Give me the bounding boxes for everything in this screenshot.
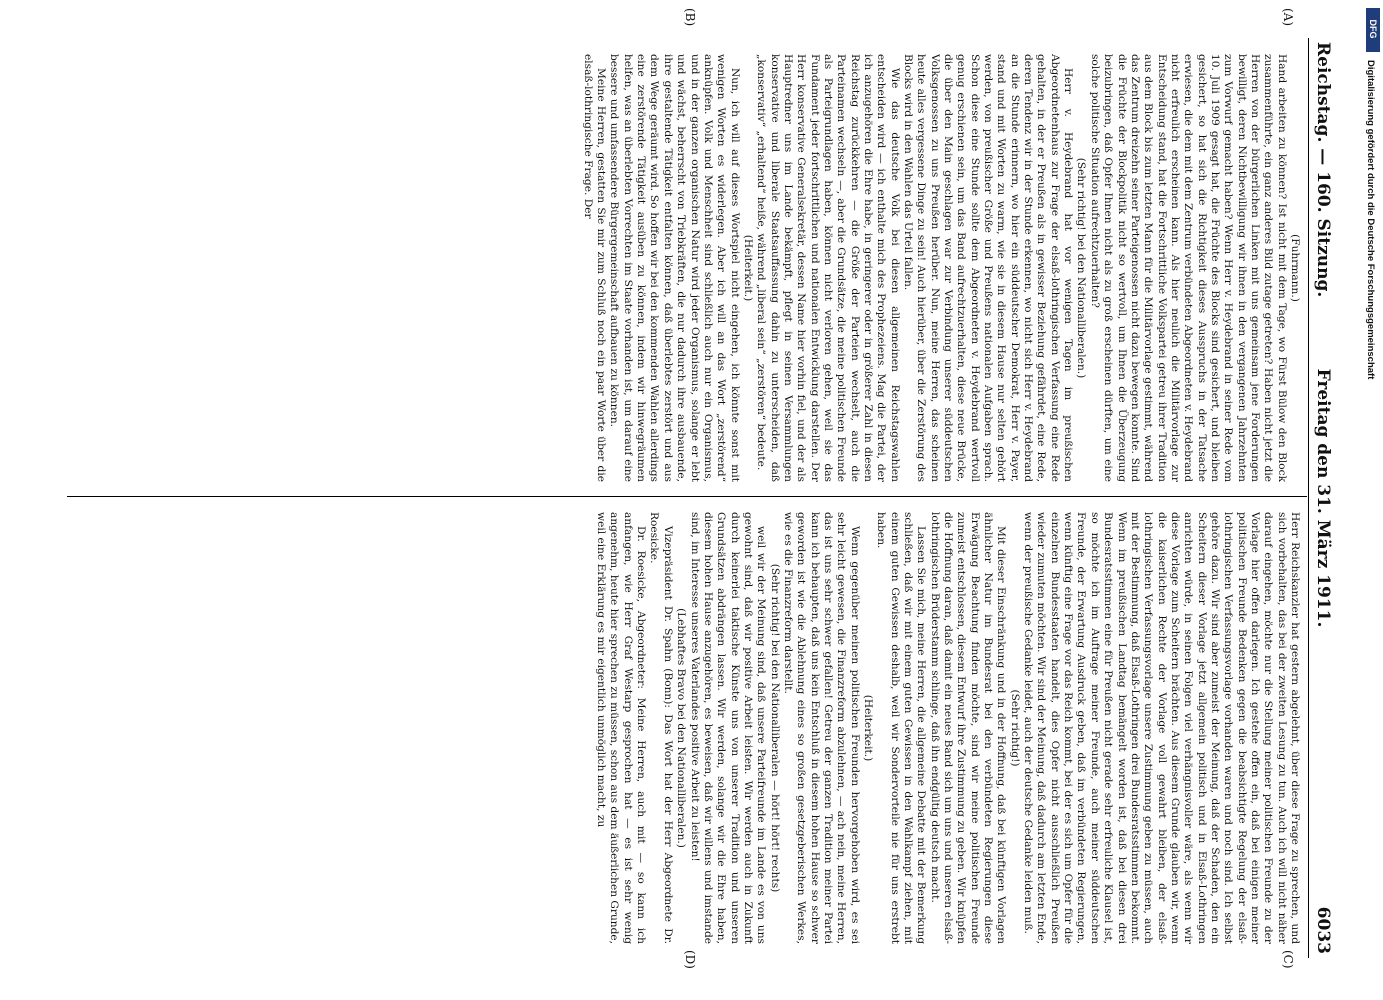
- right-column: [67, 512, 1301, 944]
- paragraph: Herr v. Heydebrand hat vor wenigen Tagen im preußischen Abgeordnetenhaus zur Frage der elsaß-lothringischen Verfassung eine Rede gehalten, in der er Preußen als in gewisser Beziehung gefährdet, eine Rede, deren Tendenz wir in der Stunde erkennen, wo nicht sich Herr v. Heydebrand an die Stunde erinnern, wo hier ein süddeutscher Demokrat, Herr v. Payer, stand und mit Worten zu warm, wie sie in diesem Hause nur selten gehört werden, von preußischer Größe und Preußens nationalen Aufgaben sprach. Schon diese eine Stunde sollte dem Abgeordneten v. Heydebrand wertvoll genug erschienen sein, um das Band aufrechtzuerhalten, diese neue Brücke, die über den Main geschlagen war zur Verbindung unserer süddeutschen Volksgenossen zu uns Preußen herüber. Nun, meine Herren, das scheinen heute alles vergessene Dinge zu sein! Auch hierüber, über die Zerstörung des Blocks wird in den Wahlen das Urteil fallen.: [902, 54, 1075, 482]
- footnote-text: Digitalisierung gefördert durch die Deutsche Forschungsgemeinschaft: [1365, 60, 1376, 380]
- column-divider: [67, 496, 1307, 497]
- margin-mark-c: (C): [1281, 950, 1295, 969]
- paragraph: Lassen Sie mich, meine Herren, die allgemeine Debatte mit der Bemerkung schließen, daß wir mit einem guten Gewissen in den Wahlkampf ziehen, mit einem guten Gewissen deshalb, weil wir Sondervorteile nie für uns erstrebt haben.: [875, 512, 928, 944]
- paragraph: Wenn gegenüber meinen politischen Freunden hervorgehoben wird, es sei sehr leicht gewesen, die Finanzreform abzulehnen, — ach nein, meine Herren, das ist uns sehr schwer gefallen! Getreu der ganzen Tradition meiner Partei kann ich behaupten, daß uns kein Entschluß in diesem hohen Hause so schwer geworden ist wie die Ablehnung eines so großen gesetzgeberischen Werkes, wie es die Finanzreform darstellt.: [781, 512, 861, 944]
- paragraph: Meine Herren, gestatten Sie mir zum Schluß noch ein paar Worte über die elsaß-lothringische Frage. Der: [581, 54, 608, 482]
- dfg-logo-text: DFG: [1368, 19, 1378, 39]
- interjection: (Lebhaftes Bravo bei den Nationalliberalen.): [675, 608, 688, 848]
- paragraph: Mit dieser Einschränkung und in der Hoffnung, daß bei künftigen Vorlagen ähnlicher Natur im Bundesrat bei den verbündeten Regierungen diese Erwägung Beachtung finden möchte, sind wir meine politischen Freunde zumeist entschlossen, diesem Entwurf ihre Zustimmung zu geben. Wir knüpfen die Hoffnung daran, daß damit ein neues Band sich um uns und unseren elsaß-lothringischen Brüderstamm schlinge, daß ihn endgültig deutsch macht.: [928, 512, 1008, 944]
- digitization-note: [1360, 60, 1378, 960]
- paragraph: Nun, ich will auf dieses Wortspiel nicht eingehen, ich könnte sonst mit wenigen Worten es widerlegen. Aber ich will an das Wort „zerstörend“ anknüpfen. Volk und Menschheit sind schließlich auch nur ein Organismus, und in der ganzen organischen Natur wird jeder Organismus, solange er lebt und wächst, beherrscht von Triebkräften, die nur dadurch ihre ausbauende, ihre gestaltende Tätigkeit entfalten können, daß überlebtes zerstört und aus dem Wege geräumt wird. So hoffen wir bei den kommenden Wahlen allerdings eine zerstörende Tätigkeit ausüben zu können, indem wir hinwegräumen helfen, was an überlebten Vorrechten im Staate vorhanden ist, um darauf eine bessere und umfassendere Bürgergemeinschaft aufbauen zu können.: [608, 54, 741, 482]
- dfg-logo: [1366, 8, 1380, 52]
- left-column: [67, 54, 1301, 482]
- interjection: (Sehr richtig!): [1008, 689, 1021, 767]
- paragraph: Wie das deutsche Volk bei diesen allgemeinen Reichstagswahlen entscheiden wird — ich enthalte mich des Prophezeiens. Mag die Partei, der ich anzugehören die Ehre habe, in geringerer oder in größerer Zahl in diesen Reichstag zurückkehren — die Größe der Parteien wechselt, auch die Parteinamen wechseln —, aber die Grundsätze, die meine politischen Freunde als Parteigrundlagen haben, können nicht verloren gehen, weil sie das Fundament jeder fortschrittlichen und nationalen Entwicklung darstellen. Der Herr konservative Generalsekretär, dessen Name hier vorhin fiel, und der als Hauptredner uns im Lande bekämpft, pflegt in seinen Versammlungen konservative und liberale Staatsauffassung dahin zu unterscheiden, daß „konservativ“ „erhaltend“ heiße, während „liberal sein“ „zerstören“ bedeute.: [755, 54, 901, 482]
- header-center: Freitag den 31. März 1911.: [1313, 368, 1333, 628]
- margin-mark-b: (B): [683, 8, 697, 27]
- paragraph: weil wir der Meinung sind, daß unsere Parteifreunde im Lande es von uns gewohnt sind, daß wir positive Arbeit leisten. Wir werden auch in Zukunft durch keinerlei taktische Künste uns von unserer Tradition und unseren Grundsätzen abdrängen lassen. Wir werden, solange wir die Ehre haben, diesem hohen Hause anzugehören, es beweisen, daß wir willens und imstande sind, im Interesse unseres Vaterlandes positive Arbeit zu leisten!: [688, 512, 768, 944]
- margin-mark-a: (A): [1281, 8, 1295, 27]
- interjection: (Sehr richtig! bei den Nationalliberalen.): [1075, 157, 1088, 379]
- interjection: (Sehr richtig! bei den Nationalliberalen — hört! hört! rechts): [768, 563, 781, 893]
- paragraph: Dr. Roesicke, Abgeordneter: Meine Herren, auch mit — so kann ich anfangen, wie Herr Graf Westarp gesprochen hat — es ist sehr wenig angenehm, heute hier sprechen zu müssen, schon aus dem äußerlichen Grunde, weil eine Erklärung es mir eigentlich unmöglich macht, zu: [595, 512, 648, 944]
- page-header: [1308, 38, 1337, 958]
- header-left: Reichstag. — 160. Sitzung.: [1313, 42, 1333, 298]
- page-number: 6033: [1313, 906, 1333, 954]
- margin-mark-d: (D): [683, 950, 697, 969]
- printed-page: [67, 8, 1337, 969]
- paragraph: Vizepräsident Dr. Spahn (Bonn): Das Wort hat der Herr Abgeordnete Dr. Roesicke.: [648, 512, 674, 944]
- interjection: (Heiterkeit.): [862, 694, 874, 762]
- paragraph: Hand arbeiten zu können? Ist nicht mit dem Tage, wo Fürst Bülow den Block zusammenführte, ein ganz anderes Bild zutage getreten? Haben nicht jetzt die Herren von der bürgerlichen Linken mit uns gemeinsam jene Forderungen bewilligt, deren Nichtbewilligung wir ihnen in den vergangenen Jahrzehnten zum Vorwurf gemacht haben? Wenn Herr v. Heydebrand in seiner Rede vom 10. Juli 1909 gesagt hat, die Früchte des Blocks sind gesichert, und bleiben gesichert, so hat sich die Richtigkeit dieses Ausspruchs in der Tatsache erwiesen, die dem mit dem Zentrum verbündeten Abgeordneten v. Heydebrand nicht erfreulich erscheinen kann. Als hier neulich die Militärvorlage zur Entscheidung stand, hat die Fortschrittliche Volkspartei getreu ihrer Tradition aus dem Block bis zum letzten Mann für die Militärvorlage gestimmt, während das Zentrum dreizehn seiner Parteigenossen nicht dazu bewegen konnte. Sind die Früchte der Blockpolitik nicht so wertvoll, um Ihnen die Überzeugung beizubringen, daß Opfer Ihnen nicht als zu groß erscheinen dürften, um eine solche politische Situation aufrechtzuerhalten?: [1088, 54, 1288, 482]
- interjection: (Heiterkeit.): [741, 234, 754, 302]
- paragraph: Herr Reichskanzler hat gestern abgelehnt, über diese Frage zu sprechen, und sich vorbehalten, das bei der zweiten Lesung zu tun. Auch ich will nicht näher darauf eingehen, möchte nur die Stellung meiner politischen Freunde zu der Vorlage hier offen darlegen. Ich gestehe offen ein, daß bei einigen meiner politischen Freunde Bedenken gegen die beabsichtigte Regelung der elsaß-lothringischen Verfassungsvorlage vorhanden waren und noch sind. Ich selbst gehöre dazu. Wir sind aber zumeist der Meinung, daß der Schaden, den ein Scheitern dieser Vorlage jetzt allgemein politisch und in Elsaß-Lothringen anrichten würde, in seinen Folgen viel verhängnisvoller wäre, als wenn wir diese Vorlage zum Scheitern brächten. Aus diesem Grunde glauben wir, wenn die kaiserlichen Rechte der Vorlage voll gewahrt bleiben, der elsaß-lothringischen Verfassungsvorlage unsere Zustimmung geben zu müssen, auch mit der Bestimmung, daß Elsaß-Lothringen drei Bundesratsstimmen bekommt. Wenn im preußischen Landtag bemängelt worden ist, daß bei diesen drei Bundesratsstimmen eine für Preußen nicht gerade sehr erfreuliche Klausel ist, so möchte ich im Auftrage meiner Freunde, auch meiner süddeutschen Freunde, der Erwartung Ausdruck geben, daß im verbündeten Regierungen, wenn künftig eine Frage vor das Reich kommt, bei der es sich um Opfer für die einzelnen Bundesstaaten handelt, dies Opfer nicht ausschließlich Preußen wieder zumuten möchten. Wir sind der Meinung, daß dadurch am letzten Ende, wenn der preußische Gedanke leidet, auch der deutsche Gedanke leiden muß.: [1022, 512, 1301, 944]
- interjection: (Fuhrmann.): [1289, 234, 1301, 302]
